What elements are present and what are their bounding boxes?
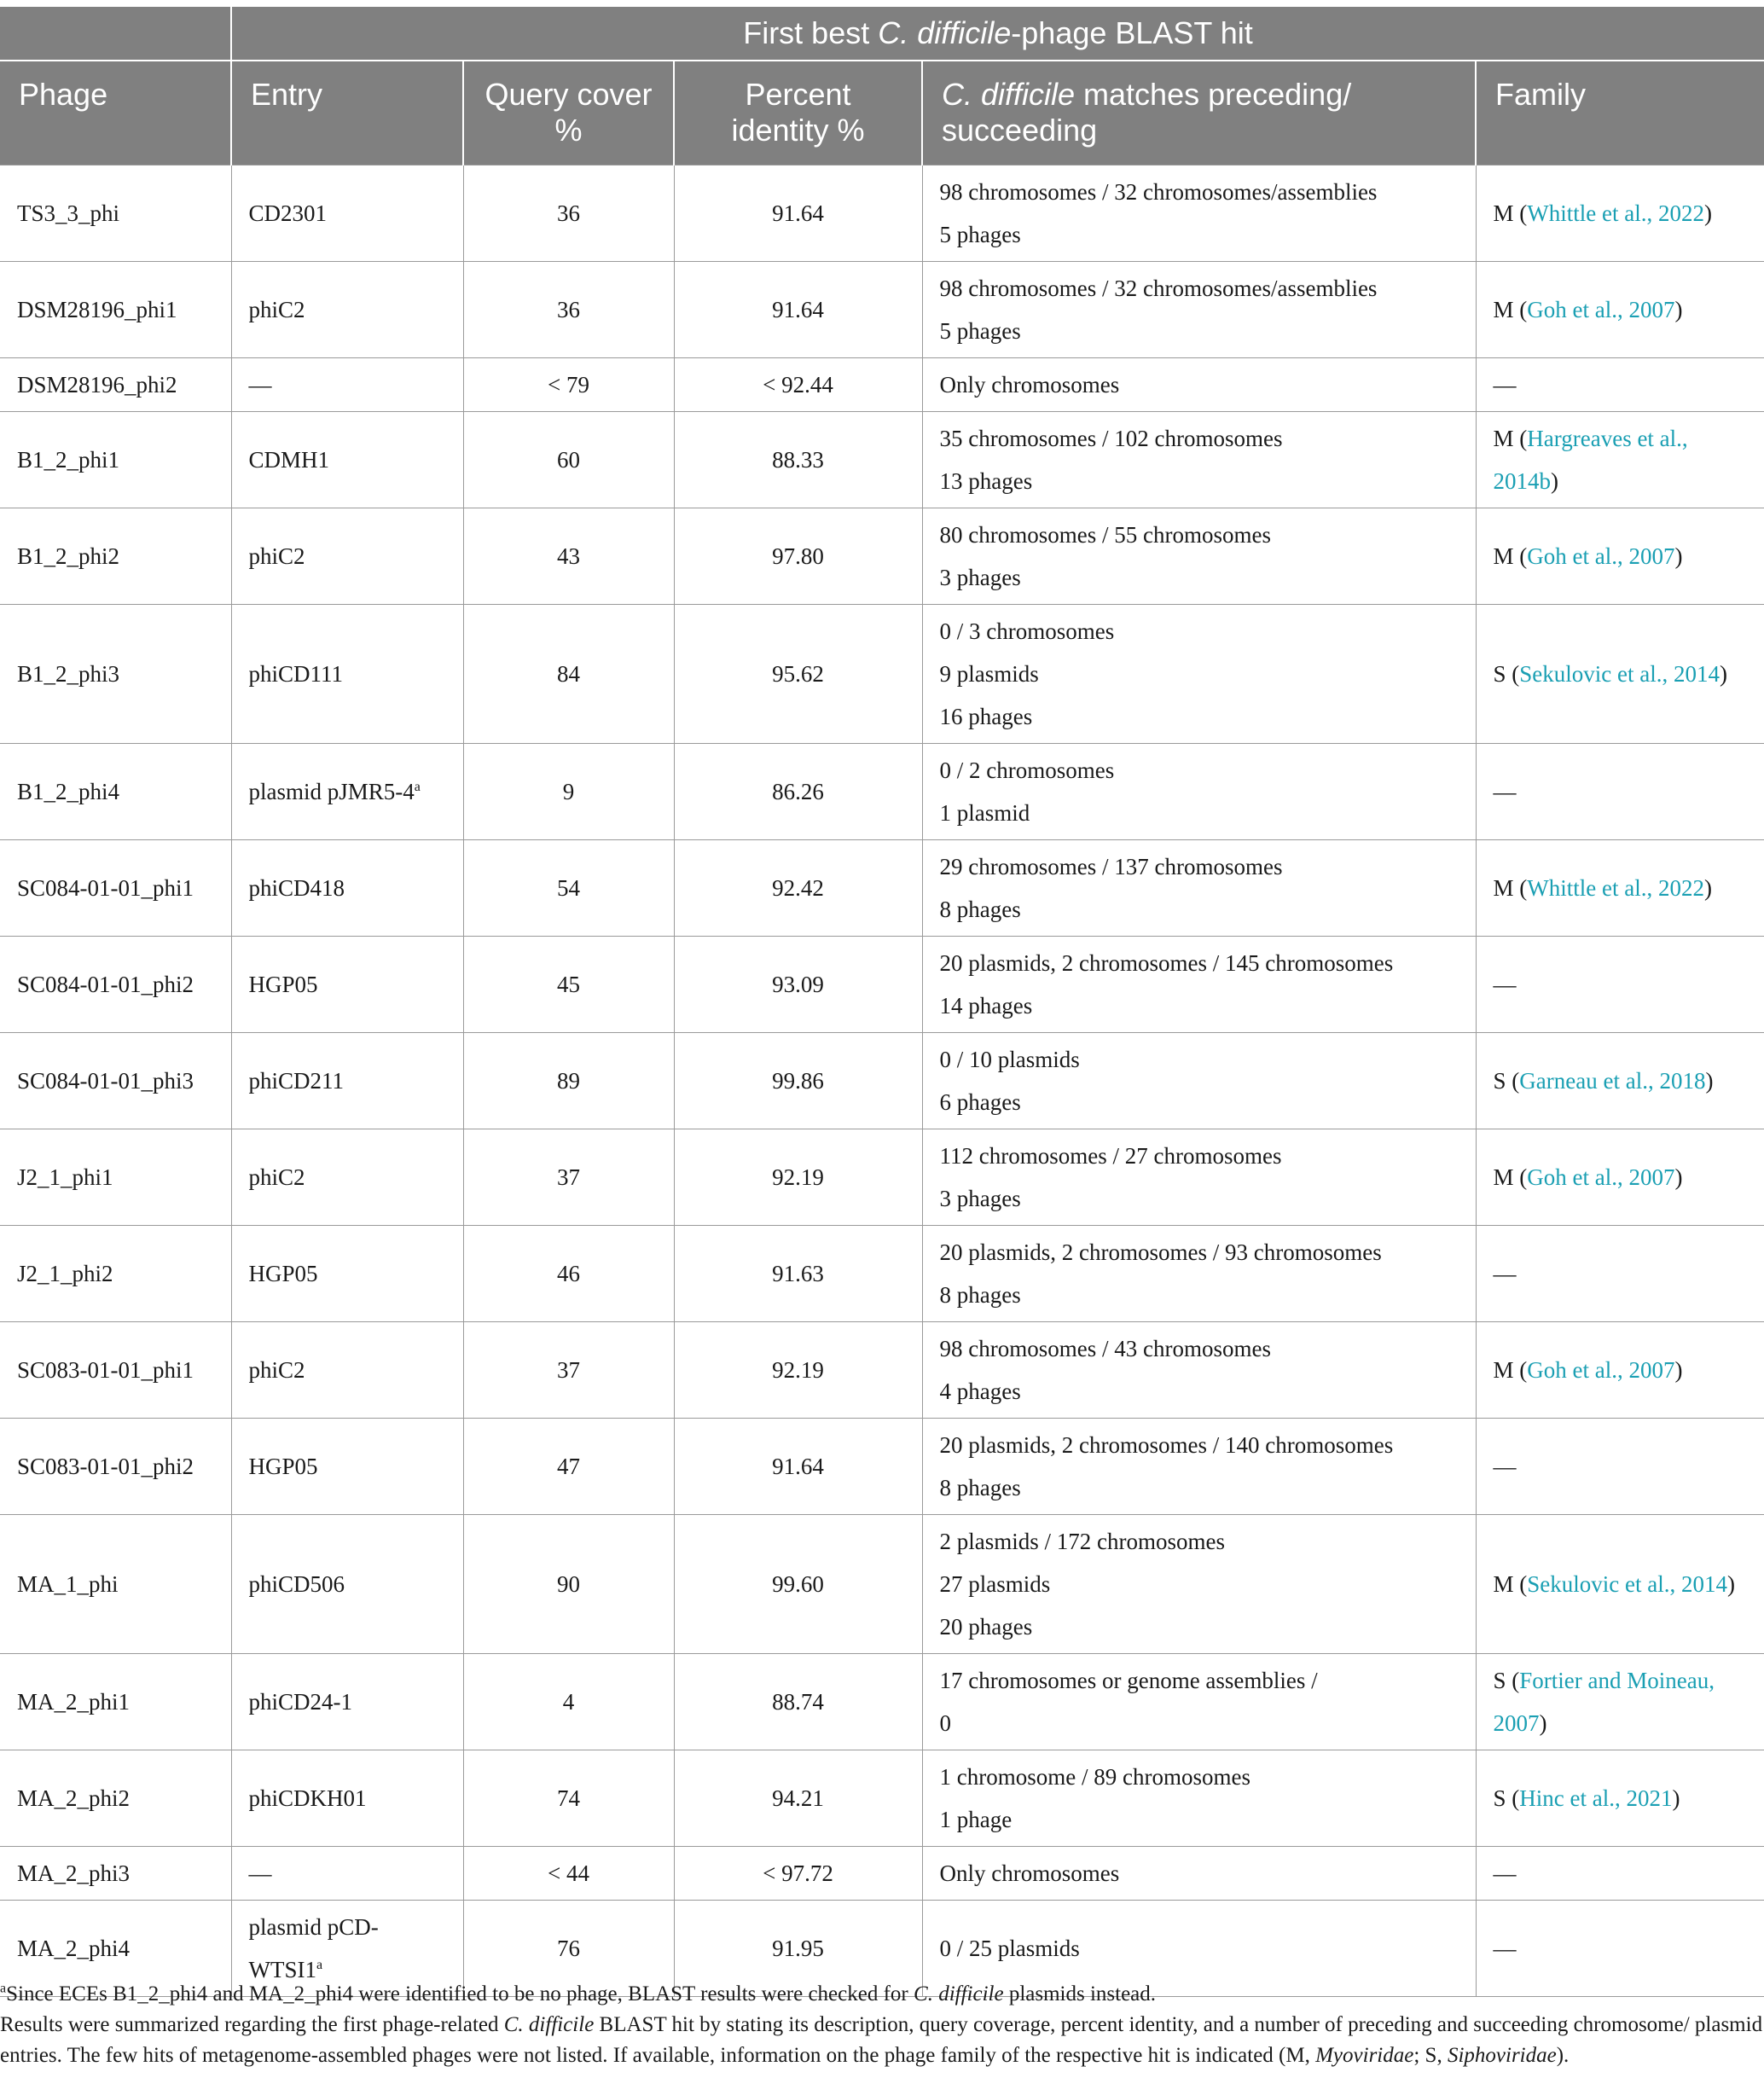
cell-percent-identity: 92.42 [674,839,922,936]
cite-close: ) [1703,200,1712,226]
match-line: 16 phages [939,703,1033,729]
cell-phage: B1_2_phi2 [0,508,231,604]
cite-open: ( [1513,1164,1528,1190]
cell-phage: B1_2_phi3 [0,604,231,743]
cite-open: ( [1513,1570,1528,1597]
family-citation-link[interactable]: Sekulovic et al., 2014 [1519,660,1720,687]
cell-family [1476,1846,1764,1900]
cell-family [1476,1225,1764,1321]
table-row [0,1653,1764,1750]
cell-phage: MA_2_phi3 [0,1846,231,1900]
cell-entry [231,357,463,411]
cite-close: ) [1674,1164,1683,1190]
match-line: 3 phages [939,564,1021,590]
cell-percent-identity: 88.33 [674,411,922,508]
table-footnotes [0,1979,1764,2071]
cell-percent-identity: 91.64 [674,1418,922,1514]
table-row [0,1129,1764,1225]
cell-query-cover: 9 [463,743,674,839]
cite-close: ) [1705,1067,1714,1094]
entry-text: HGP05 [248,1260,318,1286]
footnote-a-text: Since ECEs B1_2_phi4 and MA_2_phi4 were identified to be no phage, BLAST results were checked for [6,1982,914,2005]
summary-italic-3: Siphoviridae [1447,2044,1557,2067]
cell-phage: MA_1_phi [0,1514,231,1653]
entry-footnote-mark: a [316,1957,323,1972]
cell-entry [231,1514,463,1653]
entry-text: phiCD111 [248,660,344,687]
cite-open: ( [1506,1067,1520,1094]
cell-percent-identity: < 97.72 [674,1846,922,1900]
cell-percent-identity: 92.19 [674,1321,922,1418]
cell-phage: SC083-01-01_phi2 [0,1418,231,1514]
cell-phage: TS3_3_phi [0,165,231,261]
family-code: — [1493,1453,1517,1479]
entry-text: phiCD418 [248,874,345,901]
family-citation-link[interactable]: Fortier and Moineau, 2007 [1493,1667,1715,1736]
cell-matches [922,1032,1476,1129]
match-line: 20 phages [939,1613,1033,1640]
cell-matches [922,357,1476,411]
cell-family [1476,508,1764,604]
match-line: 80 chromosomes / 55 chromosomes [939,521,1271,548]
cell-family [1476,1321,1764,1418]
family-code: M [1493,543,1514,569]
cell-entry [231,1225,463,1321]
cell-matches [922,508,1476,604]
cell-percent-identity: 93.09 [674,936,922,1032]
footnote-a-mark: a [0,1981,7,1996]
cell-query-cover: 37 [463,1129,674,1225]
cite-open: ( [1513,425,1528,451]
family-citation-link[interactable]: Whittle et al., 2022 [1527,874,1704,901]
cell-query-cover: 37 [463,1321,674,1418]
cite-open: ( [1513,200,1528,226]
table-row [0,936,1764,1032]
table-row [0,1846,1764,1900]
cell-phage: J2_1_phi1 [0,1129,231,1225]
match-line: 1 phage [939,1806,1013,1832]
cell-family [1476,165,1764,261]
cell-matches [922,1129,1476,1225]
entry-text: phiCD506 [248,1570,345,1597]
table-row [0,165,1764,261]
match-line: 14 phages [939,992,1033,1019]
cell-matches [922,1225,1476,1321]
family-code: — [1493,1860,1517,1886]
cell-entry [231,1129,463,1225]
match-line: 98 chromosomes / 32 chromosomes/assemblies [939,275,1378,301]
cell-phage: SC083-01-01_phi1 [0,1321,231,1418]
cell-query-cover: 46 [463,1225,674,1321]
cell-percent-identity: 91.64 [674,165,922,261]
cell-query-cover: 36 [463,165,674,261]
entry-text: phiCDKH01 [248,1785,367,1811]
cell-entry [231,261,463,357]
match-line: 13 phages [939,467,1033,494]
match-line: 8 phages [939,1281,1021,1308]
cell-percent-identity: 97.80 [674,508,922,604]
cell-matches [922,743,1476,839]
family-code: S [1493,1667,1506,1693]
cell-query-cover: 89 [463,1032,674,1129]
cell-family [1476,1653,1764,1750]
family-code: — [1493,971,1517,997]
match-line: 29 chromosomes / 137 chromosomes [939,853,1283,879]
cite-open: ( [1506,1667,1520,1693]
entry-text: — [248,1860,272,1886]
cell-family [1476,411,1764,508]
cell-family [1476,1750,1764,1846]
match-line: 3 phages [939,1185,1021,1211]
match-line: 1 chromosome / 89 chromosomes [939,1763,1250,1790]
cite-open: ( [1513,1356,1528,1383]
match-line: 20 plasmids, 2 chromosomes / 145 chromosomes [939,949,1394,976]
table-row [0,1514,1764,1653]
entry-text: CDMH1 [248,446,330,473]
cell-family [1476,1418,1764,1514]
cell-family [1476,1514,1764,1653]
summary-italic-1: C. difficile [503,2013,595,2036]
match-line: 4 phages [939,1378,1021,1404]
family-citation-link[interactable]: Goh et al., 2007 [1527,1356,1675,1383]
cell-percent-identity: 91.64 [674,261,922,357]
entry-text: phiC2 [248,1356,305,1383]
cell-percent-identity: 95.62 [674,604,922,743]
cell-family [1476,261,1764,357]
cell-matches [922,839,1476,936]
cell-entry [231,165,463,261]
cell-phage: B1_2_phi1 [0,411,231,508]
match-line: 98 chromosomes / 32 chromosomes/assemblies [939,178,1378,205]
col-header-query-cover: Query cover % [463,61,674,165]
cell-matches [922,1321,1476,1418]
family-code: — [1493,1935,1517,1961]
table-row [0,839,1764,936]
entry-text: CD2301 [248,200,328,226]
family-code: S [1493,1067,1506,1094]
family-code: M [1493,1164,1514,1190]
match-line: 5 phages [939,221,1021,247]
table-container [0,7,1764,1997]
group-title-italic: C. difficile [878,15,1012,50]
family-code: S [1493,660,1506,687]
match-line: 6 phages [939,1088,1021,1115]
cell-matches [922,604,1476,743]
cell-phage: MA_2_phi1 [0,1653,231,1750]
footnote-a-suffix: plasmids instead. [1003,1982,1157,2005]
header-group-row [0,7,1764,61]
cell-phage: B1_2_phi4 [0,743,231,839]
cell-phage: SC084-01-01_phi3 [0,1032,231,1129]
footnote-summary [0,2010,1764,2071]
cell-query-cover: 90 [463,1514,674,1653]
family-citation-link[interactable]: Sekulovic et al., 2014 [1527,1570,1727,1597]
cell-query-cover: 60 [463,411,674,508]
cite-open: ( [1513,874,1528,901]
cell-query-cover: 43 [463,508,674,604]
family-code: M [1493,296,1514,322]
cell-query-cover: 84 [463,604,674,743]
col-header-entry: Entry [231,61,463,165]
summary-italic-2: Myoviridae [1315,2044,1414,2067]
group-title-prefix: First best [743,15,879,50]
entry-text: — [248,371,272,398]
cell-family [1476,839,1764,936]
match-line: 98 chromosomes / 43 chromosomes [939,1335,1271,1361]
table-row [0,357,1764,411]
cite-close: ) [1551,467,1558,494]
cell-percent-identity: 91.63 [674,1225,922,1321]
entry-text: HGP05 [248,1453,318,1479]
cell-percent-identity: 94.21 [674,1750,922,1846]
header-group-title [231,7,1764,61]
cell-query-cover: 36 [463,261,674,357]
entry-text: phiCD24-1 [248,1688,352,1715]
footnote-a-italic: C. difficile [914,1982,1004,2005]
match-line: 0 / 3 chromosomes [939,618,1115,644]
cite-open: ( [1506,660,1520,687]
family-code: M [1493,425,1514,451]
cell-matches [922,1653,1476,1750]
cite-close: ) [1703,874,1712,901]
cell-query-cover: 74 [463,1750,674,1846]
entry-text: plasmid pCD-WTSI1 [248,1913,379,1982]
cell-matches [922,261,1476,357]
match-line: 0 / 10 plasmids [939,1046,1080,1072]
summary-text-3: ; S, [1413,2044,1448,2067]
cell-entry [231,1321,463,1418]
cell-phage: MA_2_phi2 [0,1750,231,1846]
table-row [0,1032,1764,1129]
cite-close: ) [1674,296,1683,322]
table-row [0,743,1764,839]
cell-entry [231,1750,463,1846]
cell-query-cover: 76 [463,1900,674,1996]
table-row [0,1321,1764,1418]
col-header-matches [922,61,1476,165]
cell-entry [231,508,463,604]
table-row [0,508,1764,604]
cell-percent-identity: 88.74 [674,1653,922,1750]
family-citation-link[interactable]: Whittle et al., 2022 [1527,200,1704,226]
cite-close: ) [1674,543,1683,569]
match-line: 1 plasmid [939,799,1030,826]
family-code: M [1493,874,1514,901]
match-line: 20 plasmids, 2 chromosomes / 140 chromosomes [939,1431,1394,1458]
col-header-family: Family [1476,61,1764,165]
match-line: 17 chromosomes or genome assemblies / [939,1667,1318,1693]
entry-text: phiCD211 [248,1067,345,1094]
family-code: M [1493,1356,1514,1383]
cell-percent-identity: 86.26 [674,743,922,839]
cell-family [1476,604,1764,743]
footnote-a [0,1979,1764,2010]
col-header-phage: Phage [0,61,231,165]
cell-matches [922,1514,1476,1653]
table-row [0,1418,1764,1514]
table-row [0,1750,1764,1846]
cell-percent-identity: 92.19 [674,1129,922,1225]
cell-percent-identity: < 92.44 [674,357,922,411]
family-citation-link[interactable]: Hinc et al., 2021 [1519,1785,1673,1811]
family-citation-link[interactable]: Garneau et al., 2018 [1519,1067,1706,1094]
cell-matches [922,936,1476,1032]
entry-footnote-mark: a [414,779,421,794]
cite-close: ) [1720,660,1727,687]
cell-entry [231,411,463,508]
summary-text-1: Results were summarized regarding the first phage-related [0,2013,504,2036]
cell-matches [922,411,1476,508]
family-code: — [1493,778,1517,804]
cell-entry [231,604,463,743]
cite-open: ( [1513,296,1528,322]
table-row [0,604,1764,743]
header-blank-cell [0,7,231,61]
entry-text: phiC2 [248,296,305,322]
cell-matches [922,1846,1476,1900]
cell-query-cover: 47 [463,1418,674,1514]
cell-entry [231,1418,463,1514]
match-line: 5 phages [939,317,1021,344]
cell-phage: MA_2_phi4 [0,1900,231,1996]
cell-family [1476,1032,1764,1129]
cite-open: ( [1513,543,1528,569]
entry-text: plasmid pJMR5-4 [248,778,415,804]
match-line: 27 plasmids [939,1570,1051,1597]
match-line: 112 chromosomes / 27 chromosomes [939,1142,1282,1169]
match-line: 20 plasmids, 2 chromosomes / 93 chromosomes [939,1239,1382,1265]
cite-open: ( [1506,1785,1520,1811]
cell-percent-identity: 99.86 [674,1032,922,1129]
summary-text-2: BLAST hit by stating its description, query coverage, percent identity, and a number of preceding and succeeding chromosome/ plasmid entries. The few hits of metagenome-assembled phages were not listed. If available, information on the phage family of the respective hit is indicated (M, [0,2013,1763,2067]
matches-header-rest: matches preceding/ succeeding [942,77,1352,148]
family-code: M [1493,200,1514,226]
cell-phage: J2_1_phi2 [0,1225,231,1321]
match-line: 0 [939,1709,951,1736]
cell-matches [922,1418,1476,1514]
family-citation-link[interactable]: Goh et al., 2007 [1527,1164,1675,1190]
cite-close: ) [1674,1356,1683,1383]
cell-query-cover: < 44 [463,1846,674,1900]
match-line: 8 phages [939,896,1021,922]
family-citation-link[interactable]: Goh et al., 2007 [1527,296,1675,322]
cell-phage: SC084-01-01_phi1 [0,839,231,936]
cell-query-cover: 54 [463,839,674,936]
cite-close: ) [1539,1709,1547,1736]
cell-family [1476,1129,1764,1225]
table-row [0,411,1764,508]
family-code: S [1493,1785,1506,1811]
cell-phage: DSM28196_phi1 [0,261,231,357]
cell-query-cover: 45 [463,936,674,1032]
family-citation-link[interactable]: Hargreaves et al., 2014b [1493,425,1688,494]
cell-phage: DSM28196_phi2 [0,357,231,411]
blast-hit-table [0,7,1764,1997]
match-line: 9 plasmids [939,660,1039,687]
table-row [0,261,1764,357]
cell-matches [922,1750,1476,1846]
col-header-percent-identity: Percent identity % [674,61,922,165]
family-code: M [1493,1570,1514,1597]
match-line: Only chromosomes [939,371,1120,398]
header-column-row [0,61,1764,165]
match-line: 0 / 2 chromosomes [939,757,1115,783]
entry-text: phiC2 [248,543,305,569]
cell-entry [231,743,463,839]
matches-header-italic: C. difficile [942,77,1076,112]
cell-family [1476,357,1764,411]
family-citation-link[interactable]: Goh et al., 2007 [1527,543,1675,569]
match-line: 35 chromosomes / 102 chromosomes [939,425,1283,451]
cell-entry [231,1032,463,1129]
entry-text: phiC2 [248,1164,305,1190]
cell-entry [231,839,463,936]
cell-entry [231,1846,463,1900]
cell-family [1476,936,1764,1032]
cell-entry [231,1653,463,1750]
match-line: Only chromosomes [939,1860,1120,1886]
group-title-suffix: -phage BLAST hit [1011,15,1253,50]
cell-matches [922,165,1476,261]
family-code: — [1493,1260,1517,1286]
summary-text-4: ). [1556,2044,1570,2067]
cell-query-cover: 4 [463,1653,674,1750]
cite-close: ) [1726,1570,1735,1597]
family-code: — [1493,371,1517,398]
match-line: 8 phages [939,1474,1021,1500]
cell-family [1476,743,1764,839]
cell-percent-identity: 99.60 [674,1514,922,1653]
entry-text: HGP05 [248,971,318,997]
table-row [0,1225,1764,1321]
table-body [0,165,1764,1996]
cell-query-cover: < 79 [463,357,674,411]
match-line: 2 plasmids / 172 chromosomes [939,1528,1225,1554]
cell-entry [231,936,463,1032]
cell-percent-identity: 91.95 [674,1900,922,1996]
cite-close: ) [1672,1785,1680,1811]
match-line: 0 / 25 plasmids [939,1935,1080,1961]
cell-phage: SC084-01-01_phi2 [0,936,231,1032]
